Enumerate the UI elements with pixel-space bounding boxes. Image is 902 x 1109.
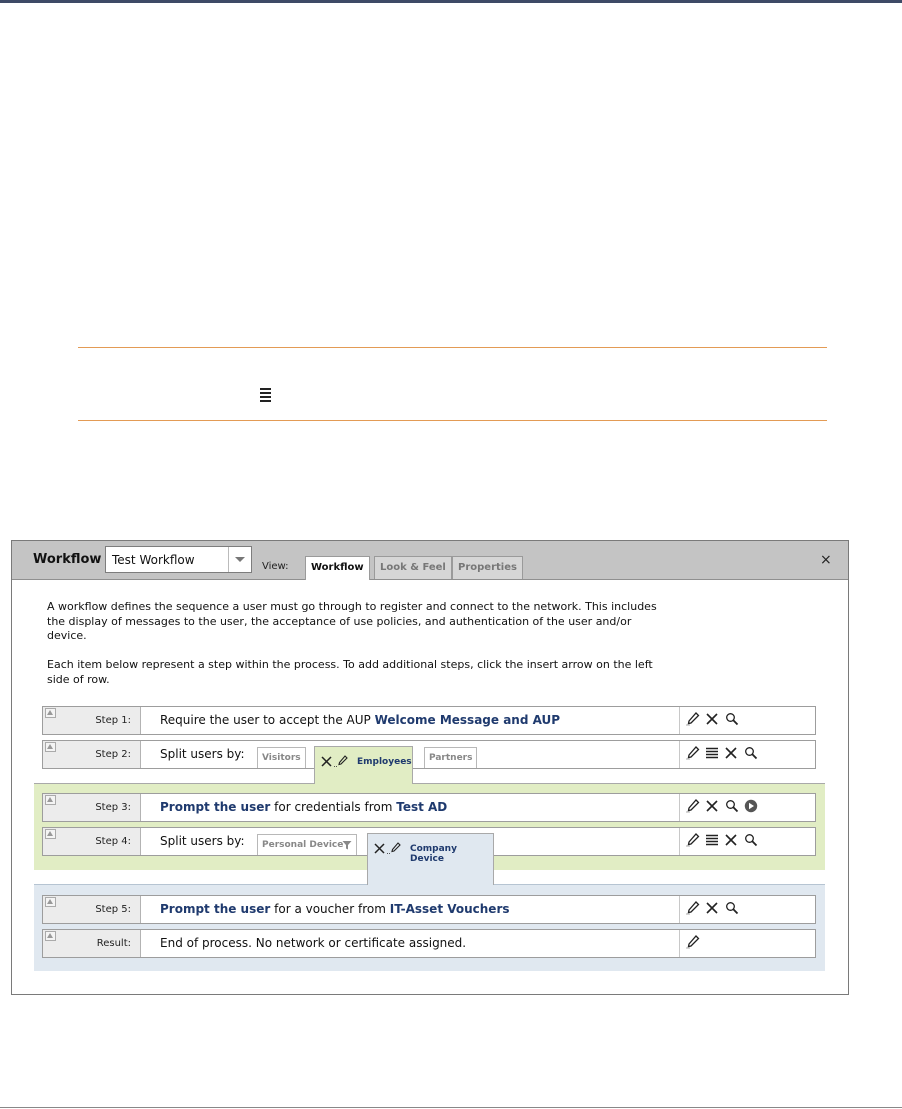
step-label-cell (43, 741, 141, 768)
chevron-down-icon[interactable] (228, 547, 251, 572)
step-actions (679, 930, 814, 957)
step-actions (679, 896, 814, 923)
delete-icon[interactable] (724, 833, 738, 847)
play-icon[interactable] (744, 799, 758, 813)
delete-icon[interactable] (705, 712, 719, 726)
delete-edit-icons[interactable] (321, 755, 349, 768)
branch-tab-visitors[interactable]: Visitors (257, 747, 306, 768)
step-label: Step 3: (95, 802, 131, 813)
insert-arrow-icon[interactable] (45, 795, 56, 805)
branch-tab-label: Company Device (410, 844, 457, 864)
branch-tab-partners[interactable]: Partners (424, 747, 477, 768)
insert-arrow-icon[interactable] (45, 708, 56, 718)
step-actions (679, 707, 814, 734)
step-label-cell (43, 896, 141, 923)
step-1-row (42, 706, 816, 735)
prompt-link[interactable]: Prompt the user (160, 800, 271, 814)
step-description (160, 902, 510, 916)
workflow-select[interactable] (105, 546, 252, 573)
branch-tab-employees[interactable] (314, 746, 413, 784)
pencil-icon[interactable] (686, 901, 700, 915)
step-description (160, 713, 560, 727)
branch-tab-company-device[interactable] (367, 833, 494, 885)
step-label: Step 2: (95, 749, 131, 760)
delete-edit-icons[interactable] (374, 842, 402, 855)
tab-workflow[interactable]: Workflow (305, 556, 370, 580)
pencil-icon[interactable] (686, 935, 700, 949)
delete-icon[interactable] (705, 799, 719, 813)
prompt-link[interactable]: Prompt the user (160, 902, 271, 916)
step-3-row (42, 793, 816, 822)
view-label: View: (262, 561, 289, 572)
list-icon (260, 388, 271, 402)
magnifier-icon[interactable] (725, 712, 739, 726)
step-label: Step 4: (95, 836, 131, 847)
step-text: for a voucher from (270, 902, 390, 916)
list-icon[interactable] (705, 833, 719, 847)
branch-tab-personal-device[interactable] (257, 834, 357, 855)
step-label: Step 5: (95, 904, 131, 915)
step-label-cell (43, 794, 141, 821)
step-label-cell (43, 930, 141, 957)
insert-arrow-icon[interactable] (45, 742, 56, 752)
pencil-icon[interactable] (686, 746, 700, 760)
step-label-cell (43, 707, 141, 734)
aup-link[interactable]: Welcome Message and AUP (374, 713, 561, 727)
workflow-dialog (11, 540, 849, 995)
magnifier-icon[interactable] (725, 901, 739, 915)
band-border (34, 783, 825, 784)
pencil-icon[interactable] (686, 799, 700, 813)
step-label: Step 1: (95, 715, 131, 726)
step-description: Split users by: (160, 747, 245, 761)
step-description: End of process. No network or certificate assigned. (160, 936, 467, 950)
magnifier-icon[interactable] (725, 799, 739, 813)
delete-icon[interactable] (705, 901, 719, 915)
tab-look-and-feel[interactable]: Look & Feel (374, 556, 452, 579)
step-description: Split users by: (160, 834, 245, 848)
insert-arrow-icon[interactable] (45, 897, 56, 907)
auth-source-link[interactable]: Test AD (396, 800, 448, 814)
step-actions (679, 828, 814, 855)
insert-arrow-icon[interactable] (45, 931, 56, 941)
description-paragraph-2: Each item below represent a step within the process. To add additional steps, click the insert arrow on the left side of row. (47, 658, 653, 686)
top-border (0, 0, 902, 3)
step-label: Result: (96, 938, 131, 949)
branch-tab-label: Employees (357, 757, 412, 767)
tab-properties[interactable]: Properties (452, 556, 523, 579)
workflow-select-value: Test Workflow (112, 553, 195, 567)
footer-divider (0, 1107, 902, 1108)
step-label-cell (43, 828, 141, 855)
step-description (160, 800, 447, 814)
dialog-header (12, 541, 848, 580)
insert-arrow-icon[interactable] (45, 829, 56, 839)
pencil-icon[interactable] (686, 833, 700, 847)
step-actions (679, 794, 814, 821)
close-icon[interactable]: × (820, 552, 832, 568)
voucher-source-link[interactable]: IT-Asset Vouchers (389, 902, 510, 916)
step-text: Require the user to accept the AUP (160, 713, 375, 727)
divider-top (78, 347, 827, 348)
step-actions (679, 741, 814, 768)
description-paragraph-1: A workflow defines the sequence a user must go through to register and connect to the network. This includes the display of messages to the user, the acceptance of use policies, and authentication of the user and/or device. (47, 600, 657, 642)
filter-icon (342, 840, 352, 850)
step-5-row (42, 895, 816, 924)
delete-icon[interactable] (724, 746, 738, 760)
pencil-icon[interactable] (686, 712, 700, 726)
magnifier-icon[interactable] (744, 833, 758, 847)
list-icon[interactable] (705, 746, 719, 760)
result-row (42, 929, 816, 958)
magnifier-icon[interactable] (744, 746, 758, 760)
divider-bottom (78, 420, 827, 421)
step-text: for credentials from (270, 800, 397, 814)
dialog-title: Workflow (33, 552, 102, 567)
branch-tab-label: Personal Device (262, 840, 344, 850)
